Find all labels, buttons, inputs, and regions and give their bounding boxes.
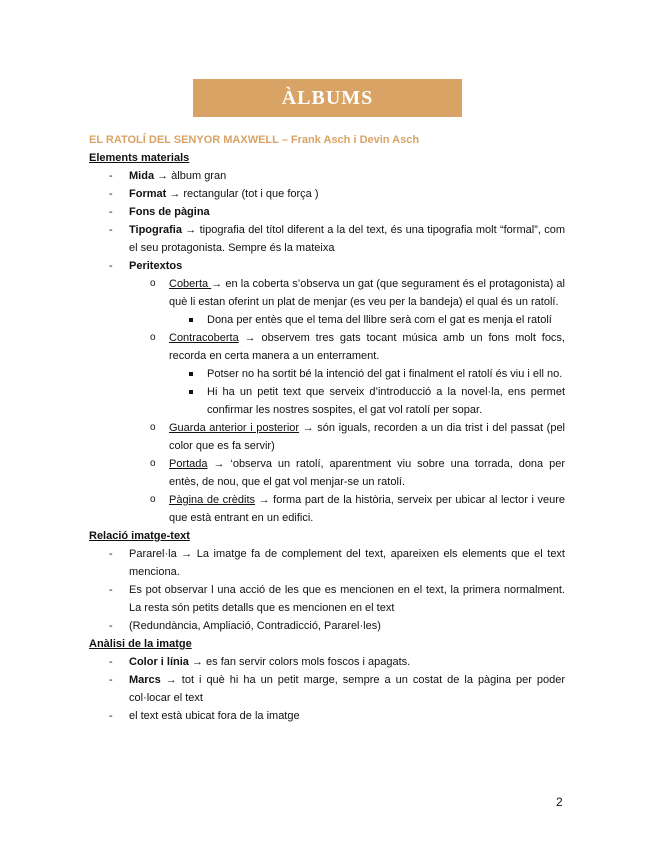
list-item-fons	[89, 203, 565, 221]
page-title-banner: ÀLBUMS	[193, 79, 462, 117]
item-label: Tipografia	[129, 224, 182, 236]
item-text: → es fan servir colors mols foscos i apagats.	[188, 656, 411, 668]
list-item-tipografia	[89, 221, 565, 257]
sublist-item-contracoberta	[89, 329, 565, 365]
sublist-item-credits	[89, 491, 565, 527]
item-text: → observem tres gats tocant música amb un fons molt focs, recorda en certa manera a un enterrament.	[169, 332, 565, 362]
list-item-marcs	[89, 671, 565, 707]
item-label: Fons de pàgina	[129, 206, 210, 218]
page-number: 2	[556, 795, 563, 809]
item-label: Format	[129, 188, 167, 200]
subsublist-item: Dona per entès que el tema del llibre serà com el gat es menja el ratolí	[89, 311, 565, 329]
list-item: - Es pot observar l una acció de les que es mencionen en el text, la primera normalment. La resta són petits detalls que es mencionen en el text	[89, 581, 565, 617]
item-text: → tipografia del títol diferent a la del text, és una tipografia molt “formal”, com el seu protagonista. Sempre és la mateixa	[129, 224, 565, 254]
section-heading-elements: Elements materials	[89, 152, 190, 164]
document-body	[89, 131, 565, 725]
book-title: EL RATOLÍ DEL SENYOR MAXWELL – Frank Asch i Devin Asch	[89, 134, 420, 146]
item-label: Mida	[129, 170, 155, 182]
item-label: Color i línia	[129, 656, 189, 668]
item-label: Guarda anterior i posterior	[169, 422, 300, 434]
subsublist-item: Potser no ha sortit bé la intenció del gat i finalment el ratolí és viu i ell no.	[89, 365, 565, 383]
sublist-item-guarda	[89, 419, 565, 455]
list-item-peritextos	[89, 257, 565, 275]
item-text: → tot i què hi ha un petit marge, sempre a un costat de la pàgina per poder col·locar el text	[129, 674, 565, 704]
item-text: → forma part de la història, serveix per ubicar al lector i veure que està entrant en un edifici.	[169, 494, 565, 524]
item-label: Peritextos	[129, 260, 183, 272]
item-text: → àlbum gran	[154, 170, 227, 182]
section-heading-analisi: Anàlisi de la imatge	[89, 638, 192, 650]
item-label: Contracoberta	[169, 332, 239, 344]
section-heading-relacio: Relació imatge-text	[89, 530, 190, 542]
item-text: → ‘observa un ratolí, aparentment viu sobre una torrada, dona per entès, de nou, que el gat vol menjar-se un ratolí.	[169, 458, 565, 488]
list-item-mida	[89, 167, 565, 185]
item-text: → rectangular (tot i que força )	[166, 188, 319, 200]
sublist-item-coberta	[89, 275, 565, 311]
list-item-format	[89, 185, 565, 203]
item-text: → en la coberta s’observa un gat (que segurament és el protagonista) al què li estan oferint un plat de menjar (es veu per la bandeja) el qual és un ratolí.	[169, 278, 565, 308]
list-item: - el text està ubicat fora de la imatge	[89, 707, 565, 725]
item-label: Marcs	[129, 674, 161, 686]
list-item: - (Redundància, Ampliació, Contradicció, Pararel·les)	[89, 617, 565, 635]
sublist-item-portada	[89, 455, 565, 491]
item-label: Portada	[169, 458, 208, 470]
list-item-color	[89, 653, 565, 671]
item-label: Pàgina de crèdits	[169, 494, 256, 506]
item-label: Coberta	[169, 278, 212, 290]
subsublist-item: Hi ha un petit text que serveix d’introducció a la novel·la, ens permet confirmar les nostres sospites, el gat vol ratolí per sopar.	[89, 383, 565, 419]
list-item: - Pararel·la → La imatge fa de complement del text, apareixen els elements que el text menciona.	[89, 545, 565, 581]
item-text: → són iguals, recorden a un dia trist i del passat (pel color que es fa servir)	[169, 422, 565, 452]
